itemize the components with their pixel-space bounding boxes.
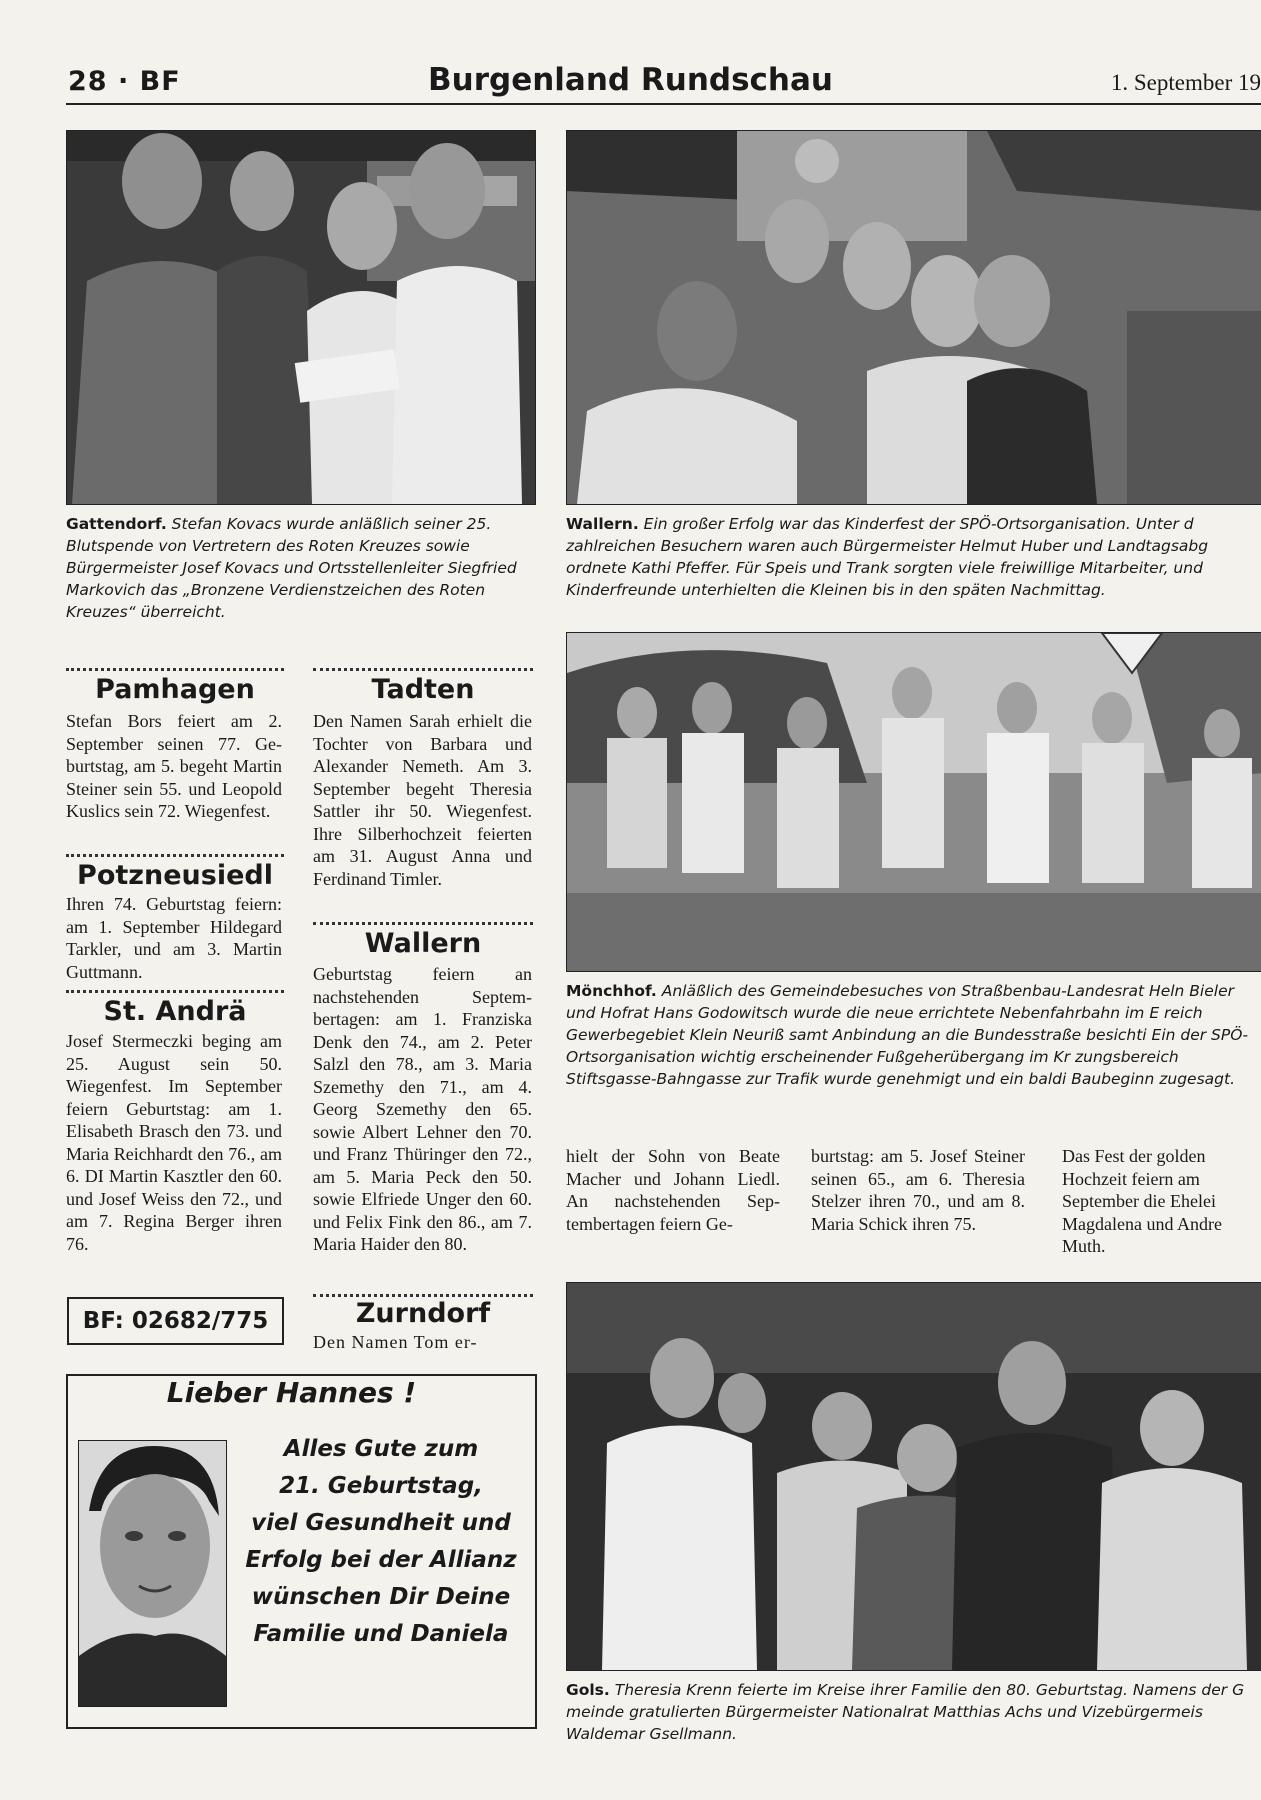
text-tadten: Den Namen Sarah erhielt die Tochter von Barbara und Alexander Nemeth. Am 3. September begeht Theresia Sattler ihr 50. Wiegenfest. Ihre Silberhochzeit feierten am 31. August Anna und Ferdinand Timler. bbox=[313, 711, 532, 889]
photo-gols bbox=[566, 1282, 1261, 1671]
ad-message bbox=[242, 1431, 520, 1653]
caption-moenchhof bbox=[566, 980, 1261, 1092]
ad-title: Lieber Hannes ! bbox=[166, 1376, 417, 1409]
ad-line: viel Gesundheit und bbox=[251, 1510, 511, 1536]
photo-wallern bbox=[566, 130, 1261, 505]
phone-box: BF: 02682/775 bbox=[67, 1297, 284, 1345]
heading-potzneusiedl: Potzneusiedl bbox=[77, 860, 273, 891]
page-number: 28 · BF bbox=[68, 66, 181, 97]
ad-line: Erfolg bei der Allianz bbox=[245, 1547, 517, 1573]
caption-text: Anläßlich des Gemeindebesuches von Straßbenbau-Landesrat Heln Bieler und Hofrat Hans Godowitsch wurde die neue errichtete Nebenfahrbahn im E reich Gewerbegebiet Klein Neuriß samt Anbindung an die Bundesstraße besichti Ein der SPÖ-Ortsorganisation wichtig erscheinender Fußgeherübergang im Kr zungsbereich Stiftsgasse-Bahngasse zur Trafik wurde genehmigt und ein baldi Baubeginn zugesagt. bbox=[566, 982, 1249, 1088]
ad-line: Familie und Daniela bbox=[253, 1621, 509, 1647]
caption-gols bbox=[566, 1679, 1261, 1745]
ad-line: 21. Geburtstag, bbox=[279, 1473, 483, 1499]
photo-moenchhof bbox=[566, 632, 1261, 972]
ad-line: wünschen Dir Deine bbox=[251, 1584, 511, 1610]
heading-wallern: Wallern bbox=[364, 928, 482, 959]
text-wallern: Geburtstag feiern an nachstehenden Septembertagen: am 1. Franziska Denk den 74., am 2. Peter Salzl den 78., am 3. Maria Szemethy den 71., am 4. Georg Szemethy den 65. sowie Albert Lehner den 70. und Franz Thüringer den 72., am 5. Maria Peck den 50. sowie Elfriede Unger den 60. und Felix Fink den 86., am 7. Maria Haider den 80. bbox=[313, 964, 532, 1254]
caption-text: Theresia Krenn feierte im Kreise ihrer Familie den 80. Geburtstag. Namens der G meinde gratulierten Bürgermeister Nationalrat Matthias Achs und Vizebürgermeis Waldemar Gsellmann. bbox=[566, 1681, 1245, 1743]
text-continued-col2: burtstag: am 5. Josef Steiner seinen 65., am 6. Theresia Stelzer ihren 70., und am 8. Maria Schick ihren 75. bbox=[811, 1146, 1025, 1234]
section-divider bbox=[313, 1294, 533, 1297]
section-divider bbox=[66, 854, 284, 857]
text-potzneusiedl: Ihren 74. Geburtstag feiern: am 1. September Hildegard Tarkler, und am 3. Martin Guttmann. bbox=[66, 894, 282, 982]
caption-gattendorf bbox=[66, 513, 533, 623]
header-rule bbox=[66, 103, 1261, 105]
caption-place: Mönchhof. bbox=[566, 982, 657, 1000]
text-pamhagen: Stefan Bors feiert am 2. September seinen 77. Geburtstag, am 5. begeht Martin Steiner sein 55. und Leopold Kuslics sein 72. Wiegenfest. bbox=[66, 711, 282, 821]
newspaper-title: Burgenland Rundschau bbox=[428, 62, 833, 98]
text-zurndorf: Den Namen Tom er- bbox=[313, 1332, 478, 1352]
caption-wallern bbox=[566, 513, 1261, 601]
portrait-photo bbox=[78, 1440, 227, 1707]
ad-line: Alles Gute zum bbox=[283, 1436, 479, 1462]
section-divider bbox=[66, 990, 284, 993]
caption-text: Ein großer Erfolg war das Kinderfest der SPÖ-Ortsorganisation. Unter d zahlreichen Besuchern waren auch Bürgermeister Helmut Huber und Landtagsabg ordnete Kathi Pfeffer. Für Speis und Trank sorgten viele freiwillige Mitarbeiter, und Kinderfreunde unterhielten die Kleinen bis in den späten Nachmittag. bbox=[566, 515, 1209, 599]
photo-gattendorf bbox=[66, 130, 536, 505]
caption-place: Gols. bbox=[566, 1681, 610, 1699]
caption-text: Stefan Kovacs wurde anläßlich seiner 25. Blutspende von Vertretern des Roten Kreuzes sowie Bürgermeister Josef Kovacs und Ortsstellenleiter Siegfried Markovich das „Bronzene Verdienstzeichen des Roten Kreuzes“ überreicht. bbox=[66, 515, 517, 621]
text-continued-col3: Das Fest der golden Hochzeit feiern am September die Ehelei Magdalena und Andre Muth. bbox=[1062, 1146, 1222, 1256]
heading-pamhagen: Pamhagen bbox=[95, 674, 255, 705]
text-continued-col1: hielt der Sohn von Beate Macher und Johann Liedl. An nachstehenden Septembertagen feiern Ge- bbox=[566, 1146, 780, 1234]
section-divider bbox=[66, 668, 284, 671]
section-divider bbox=[313, 922, 533, 925]
heading-zurndorf: Zurndorf bbox=[355, 1298, 491, 1329]
heading-tadten: Tadten bbox=[371, 674, 475, 705]
heading-st-andrae: St. Andrä bbox=[103, 996, 247, 1027]
caption-place: Wallern. bbox=[566, 515, 639, 533]
text-st-andrae: Josef Stermeczki beging am 25. August sein 50. Wiegenfest. Im September feiern Geburtstag: am 1. Elisabeth Brasch den 73. und Maria Reichhardt den 76., am 6. DI Martin Kasztler den 60. und Josef Weiss den 72., und am 7. Regina Berger ihren 76. bbox=[66, 1031, 282, 1254]
issue-date: 1. September 19 bbox=[1110, 70, 1261, 95]
section-divider bbox=[313, 668, 533, 671]
caption-place: Gattendorf. bbox=[66, 515, 167, 533]
